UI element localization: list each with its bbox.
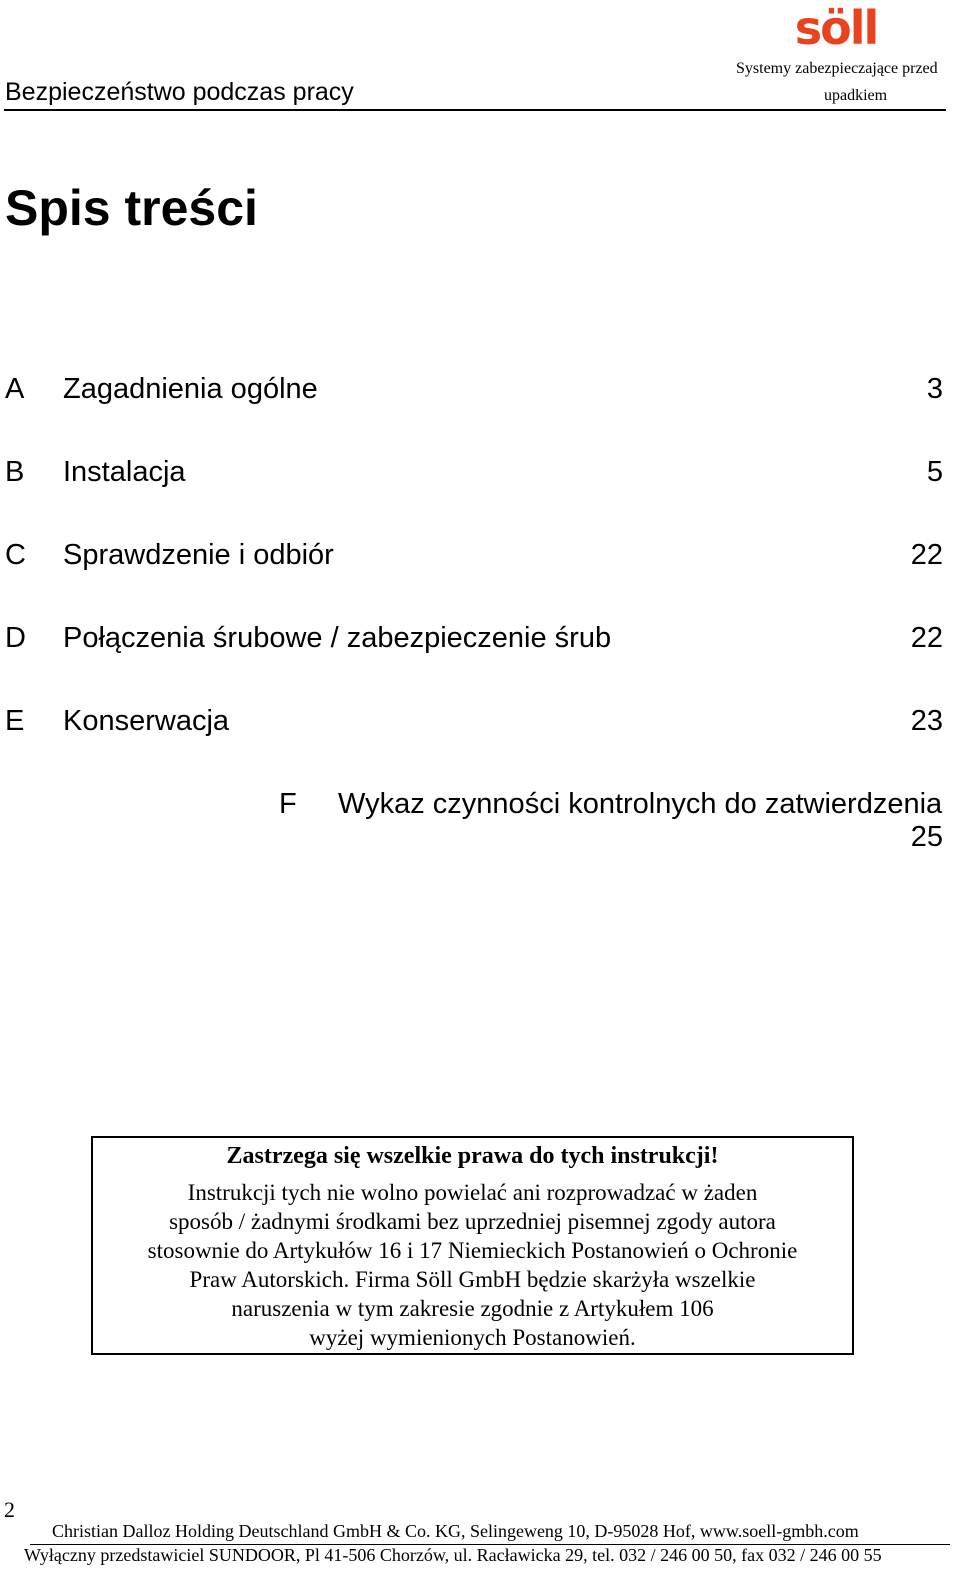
header-tagline-line2: upadkiem bbox=[824, 87, 888, 104]
notice-line: Instrukcji tych nie wolno powielać ani rozprowadzać w żaden bbox=[187, 1180, 758, 1205]
toc-item-c: Sprawdzenie i odbiór bbox=[63, 539, 334, 571]
header-section-title: Bezpieczeństwo podczas pracy bbox=[5, 78, 354, 106]
notice-body bbox=[93, 1178, 852, 1352]
toc-letter-f: F bbox=[279, 788, 297, 820]
notice-line: Praw Autorskich. Firma Söll GmbH będzie skarżyła wszelkie bbox=[189, 1267, 756, 1292]
copyright-notice bbox=[91, 1136, 854, 1355]
page-number: 2 bbox=[4, 1497, 15, 1522]
header-tagline-line1: Systemy zabezpieczające przed bbox=[736, 60, 938, 77]
footer-representative: Wyłączny przedstawiciel SUNDOOR, Pl 41-506 Chorzów, ul. Racławicka 29, tel. 032 / 246 00 50, fax 032 / 246 00 55 bbox=[24, 1545, 882, 1565]
notice-line: stosownie do Artykułów 16 i 17 Niemieckich Postanowień o Ochronie bbox=[147, 1238, 798, 1263]
toc-item-f: Wykaz czynności kontrolnych do zatwierdzenia bbox=[338, 788, 943, 820]
toc-page-f: 25 bbox=[910, 821, 943, 853]
toc-letter-b: B bbox=[5, 456, 25, 488]
toc-letter-c: C bbox=[5, 539, 26, 571]
notice-line: sposób / żadnymi środkami bez uprzedniej pisemnej zgody autora bbox=[169, 1209, 776, 1234]
toc-item-a: Zagadnienia ogólne bbox=[63, 373, 318, 405]
toc-letter-e: E bbox=[5, 705, 25, 737]
toc-page-a: 3 bbox=[926, 373, 943, 405]
toc-page-e: 23 bbox=[910, 705, 943, 737]
header-divider bbox=[4, 109, 946, 111]
toc-page-d: 22 bbox=[910, 622, 943, 654]
notice-line: naruszenia w tym zakresie zgodnie z Artykułem 106 bbox=[231, 1296, 714, 1321]
toc-item-d: Połączenia śrubowe / zabezpieczenie śrub bbox=[63, 622, 612, 654]
toc-letter-a: A bbox=[5, 373, 25, 405]
logo-wordmark: söll bbox=[794, 2, 878, 50]
footer-company-address: Christian Dalloz Holding Deutschland GmbH & Co. KG, Selingeweng 10, D-95028 Hof, www.soell-gmbh.com bbox=[52, 1521, 859, 1541]
toc-letter-d: D bbox=[5, 622, 26, 654]
toc-page-b: 5 bbox=[926, 456, 943, 488]
page-title: Spis treści bbox=[5, 180, 258, 236]
toc-item-e: Konserwacja bbox=[63, 705, 230, 737]
toc-item-b: Instalacja bbox=[63, 456, 186, 488]
notice-line: wyżej wymienionych Postanowień. bbox=[309, 1325, 636, 1350]
toc-page-c: 22 bbox=[910, 539, 943, 571]
notice-title: Zastrzega się wszelkie prawa do tych instrukcji! bbox=[226, 1143, 719, 1169]
soell-logo bbox=[786, 2, 886, 50]
